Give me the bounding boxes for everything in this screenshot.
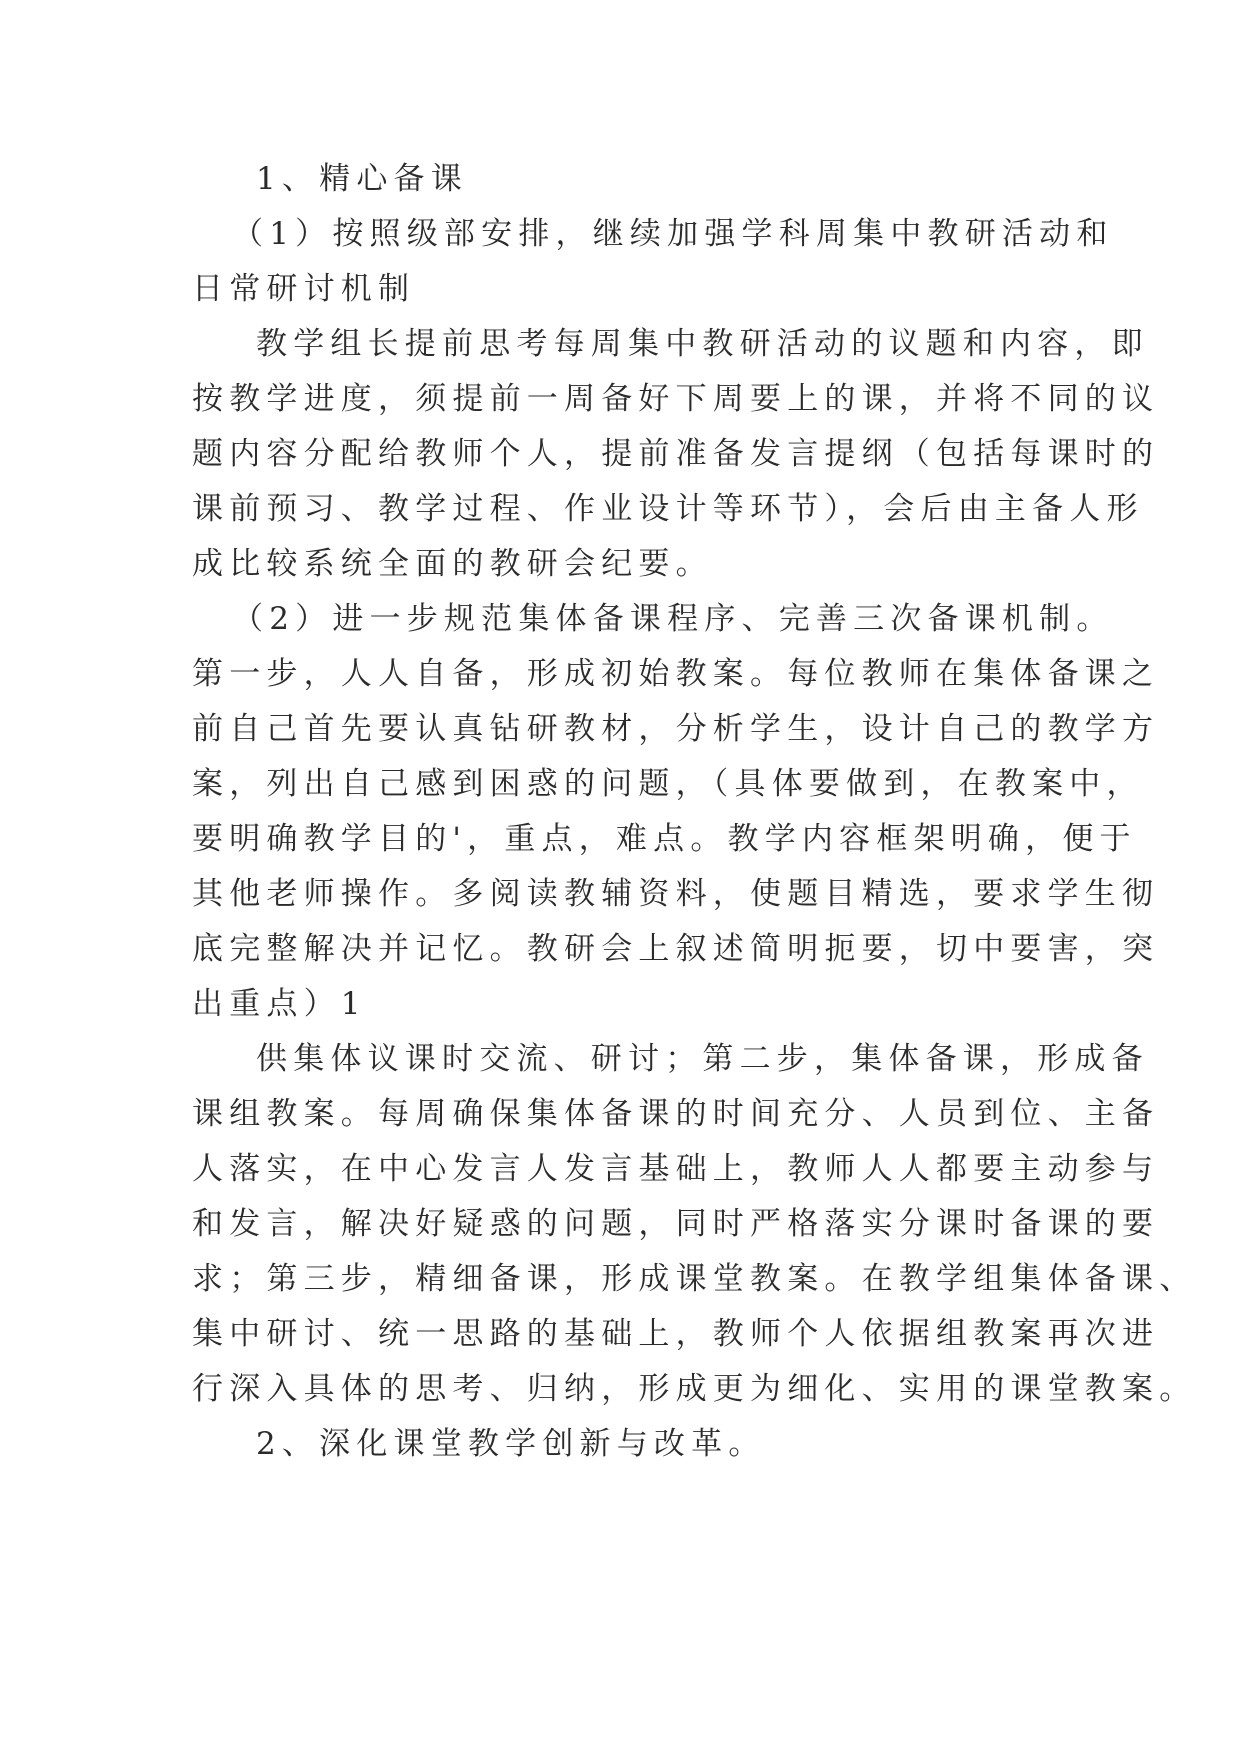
text-line: 成比较系统全面的教研会纪要。: [192, 546, 713, 582]
text-line: 教学组长提前思考每周集中教研活动的议题和内容，即: [256, 326, 1149, 362]
document-body: [192, 152, 1197, 1472]
text-line: 课前预习、教学过程、作业设计等环节），会后由主备人形: [192, 491, 1144, 527]
subsection-heading: （2）进一步规范集体备课程序、完善三次备课机制。: [232, 601, 1114, 637]
subsection-heading: （1）按照级部安排，继续加强学科周集中教研活动和: [232, 216, 1114, 252]
text-line: 人落实，在中心发言人发言基础上，教师人人都要主动参与: [192, 1151, 1160, 1187]
text-line: 按教学进度，须提前一周备好下周要上的课，并将不同的议: [192, 381, 1160, 417]
section-heading: 2、深化课堂教学创新与改革。: [256, 1426, 766, 1462]
text-line: 出重点）1: [192, 986, 367, 1022]
text-line: 案，列出自己感到困惑的问题，（具体要做到，在教案中，: [192, 766, 1144, 802]
text-line: 和发言，解决好疑惑的问题，同时严格落实分课时备课的要: [192, 1206, 1160, 1242]
text-line: 日常研讨机制: [192, 271, 416, 307]
text-line: 供集体议课时交流、研讨；第二步，集体备课，形成备: [256, 1041, 1149, 1077]
text-line: 课组教案。每周确保集体备课的时间充分、人员到位、主备: [192, 1096, 1160, 1132]
text-line: 集中研讨、统一思路的基础上，教师个人依据组教案再次进: [192, 1316, 1160, 1352]
text-line: 第一步，人人自备，形成初始教案。每位教师在集体备课之: [192, 656, 1160, 692]
text-line: 前自己首先要认真钻研教材，分析学生，设计自己的教学方: [192, 711, 1160, 747]
section-heading: 1、精心备课: [256, 161, 468, 197]
text-line: 行深入具体的思考、归纳，形成更为细化、实用的课堂教案。: [192, 1371, 1197, 1407]
text-line: 求；第三步，精细备课，形成课堂教案。在教学组集体备课、: [192, 1261, 1197, 1297]
text-line: 要明确教学目的'，重点，难点。教学内容框架明确，便于: [192, 821, 1137, 857]
text-line: 底完整解决并记忆。教研会上叙述简明扼要，切中要害，突: [192, 931, 1160, 967]
text-line: 题内容分配给教师个人，提前准备发言提纲（包括每课时的: [192, 436, 1160, 472]
text-line: 其他老师操作。多阅读教辅资料，使题目精选，要求学生彻: [192, 876, 1160, 912]
